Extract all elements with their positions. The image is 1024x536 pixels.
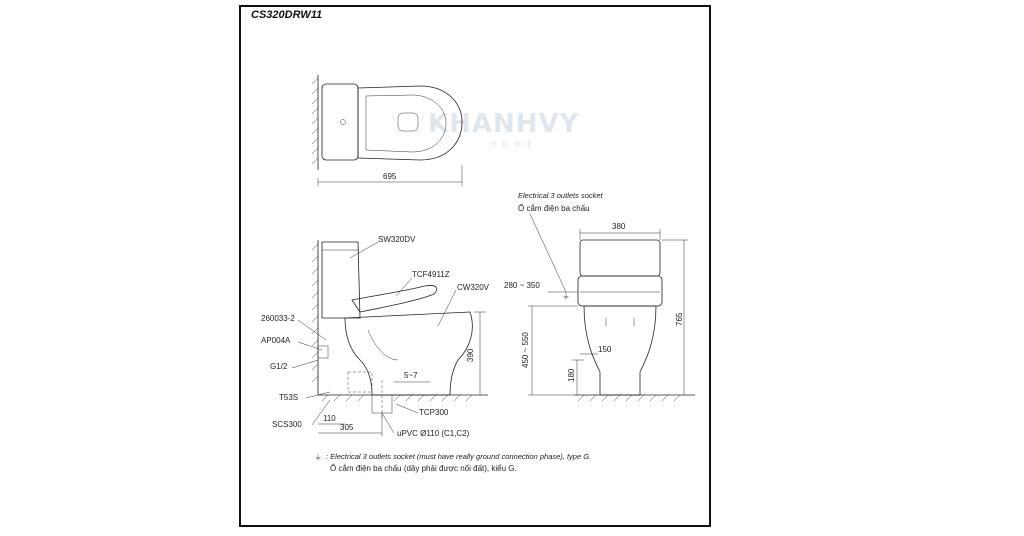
label-g12: G1/2 [270, 362, 288, 371]
side-view-bowl [345, 312, 472, 395]
dim-seat-height-label: 450 ~ 550 [521, 332, 530, 368]
socket-note-vi: Ổ cắm điện ba chấu [518, 204, 590, 213]
watermark-brand: KHANHVY [428, 109, 580, 139]
model-title: CS320DRW11 [251, 9, 323, 21]
label-scs300: SCS300 [272, 420, 302, 429]
label-tcp300: TCP300 [419, 408, 449, 417]
dim-110-label: 110 [323, 414, 336, 423]
watermark [428, 109, 580, 149]
side-view-washlet [352, 285, 437, 312]
dim-695-label: 695 [383, 172, 397, 181]
dim-380-label: 380 [612, 222, 626, 231]
watermark-sub: HOME [490, 140, 539, 149]
side-view [261, 235, 490, 438]
footnote [314, 452, 591, 473]
label-260033-2: 260033-2 [261, 314, 295, 323]
label-tcf4911z: TCF4911Z [412, 270, 450, 279]
front-view-bowl [584, 306, 656, 395]
side-view-tank [322, 242, 360, 318]
footnote-line-1: : Electrical 3 outlets socket (must have really ground connection phase), type G. [326, 452, 592, 461]
label-cw320v: CW320V [457, 283, 490, 292]
socket-note-en: Electrical 3 outlets socket [518, 191, 603, 200]
dim-305-label: 305 [340, 423, 354, 432]
dim-150-label: 150 [598, 345, 612, 354]
dim-390-label: 390 [466, 348, 475, 362]
front-view-washlet [578, 276, 662, 306]
side-view-wall-hatch [312, 244, 318, 382]
top-view-drain [398, 113, 418, 131]
top-view-tank [322, 84, 358, 160]
front-view-tank [580, 240, 660, 276]
label-sw320dv: SW320DV [378, 235, 416, 244]
angle-valve [318, 346, 328, 358]
footnote-line-2: Ổ cắm điện ba chấu (dây phải được nối đất), kiểu G. [330, 464, 517, 473]
dim-socket-label: 280 ~ 350 [504, 281, 540, 290]
label-upvc: uPVC Ø110 (C1,C2) [397, 429, 470, 438]
label-t53s: T53S [279, 393, 299, 402]
dim-slope-label: 5~7 [404, 371, 418, 380]
side-view-floor-hatch [322, 395, 472, 401]
side-view-trap [348, 372, 372, 392]
footnote-symbol: ⏚ [314, 453, 322, 462]
flush-button-icon [341, 120, 346, 125]
dim-180-label: 180 [567, 368, 576, 382]
top-view-wall-hatch [312, 78, 318, 164]
dim-765-label: 765 [675, 312, 684, 326]
front-view [504, 191, 695, 401]
socket-icon: ⏚ [562, 292, 570, 301]
label-ap004a: AP004A [261, 336, 291, 345]
